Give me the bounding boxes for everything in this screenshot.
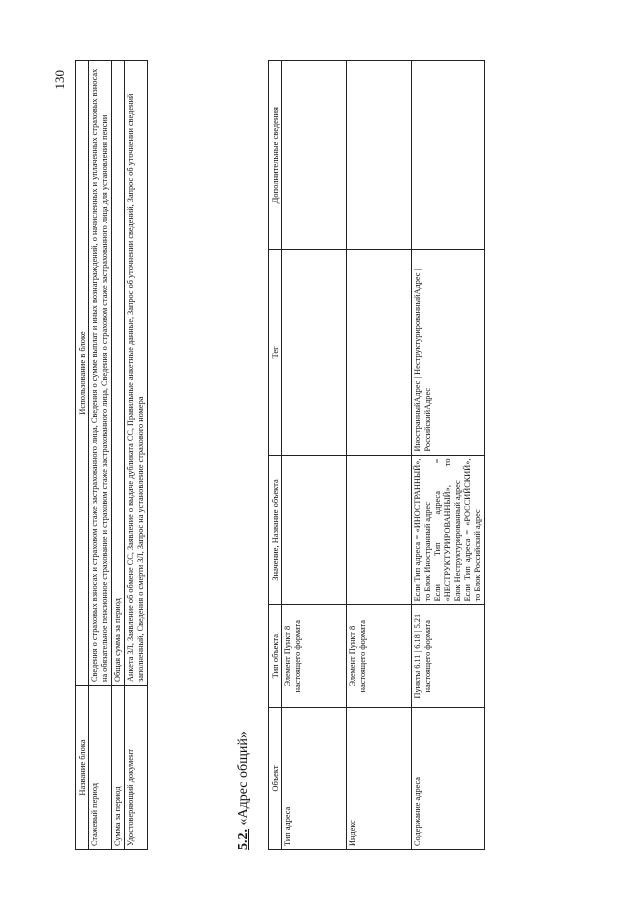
header-object: Объект [269, 707, 282, 849]
condition-foreign: Если Тип адреса = «ИНОСТРАННЫЙ», то Блок Иностранный адрес [413, 458, 433, 602]
object-cell: Тип адреса [282, 707, 347, 849]
object-type-cell: Пункты 6.11 | 6.18 | 5.21 настоящего формата [412, 605, 485, 708]
table-row [282, 61, 347, 850]
table-row [412, 61, 485, 850]
object-cell: Содержание адреса [412, 707, 485, 849]
table-row [125, 61, 148, 850]
extra-info-cell [347, 61, 412, 250]
section-number: 5.2. [236, 829, 251, 850]
value-cell [347, 455, 412, 605]
header-block-name: Название блока [76, 686, 89, 850]
value-cell [282, 455, 347, 605]
header-object-type: Тип объекта [269, 605, 282, 708]
header-tag: Тег [269, 250, 282, 455]
tag-cell: ИностранныйАдрес | НеструктурированныйАдрес | РоссийскийАдрес [412, 250, 485, 455]
condition-russian: Если Тип адреса = «РОССИЙСКИЙ», то Блок Российский адрес [462, 458, 482, 602]
block-name-cell: Стажевый период [89, 686, 112, 850]
block-usage-table [75, 60, 148, 850]
section-heading [236, 731, 252, 850]
value-cell [412, 455, 485, 605]
tag-cell [347, 250, 412, 455]
table-header-row [269, 61, 282, 850]
object-cell: Индекс [347, 707, 412, 849]
table-header-row [76, 61, 89, 850]
object-type-cell: Элемент Пункт 8 настоящего формата [282, 605, 347, 708]
table-row [89, 61, 112, 850]
section-title: «Адрес общий» [236, 731, 251, 826]
extra-info-cell [412, 61, 485, 250]
header-extra-info: Дополнительные сведения [269, 61, 282, 250]
page-number: 130 [52, 70, 67, 90]
block-usage-cell: Сведения о страховых взносах и страховом стаже застрахованного лица, Сведения о сумме выплат и иных вознаграждений, о начисленных и уплаченных страховых взносах на обязательное пенсионное страхование и страховом стаже застрахованного лица, Сведения о страховом стаже застрахованного лица для установления пенсии [89, 61, 112, 686]
tag-cell [282, 250, 347, 455]
block-name-cell: Удостоверяющий документ [125, 686, 148, 850]
block-usage-cell: Общая сумма за период [112, 61, 125, 686]
table-row [112, 61, 125, 850]
object-type-cell: Элемент Пункт 8 настоящего формата [347, 605, 412, 708]
table-row [347, 61, 412, 850]
block-name-cell: Сумма за период [112, 686, 125, 850]
header-block-usage: Использование в блоке [76, 61, 89, 686]
rotated-document-page [40, 60, 600, 860]
condition-unstructured: Если Тип адреса = «НЕСТРУКТУРИРОВАННЫЙ», то Блок Неструктурированный адрес [433, 458, 462, 602]
extra-info-cell [282, 61, 347, 250]
block-usage-cell: Анкета ЗЛ, Заявление об обмене СС, Заявление о выдаче дубликата СС, Правильные анкетные данные, Запрос об уточнении сведений, Запрос об уточнении сведений заполненный, Сведения о смерти ЗЛ, Запрос на установление страхового номера [125, 61, 148, 686]
header-value: Значение, Название объекта [269, 455, 282, 605]
object-table [268, 60, 485, 850]
